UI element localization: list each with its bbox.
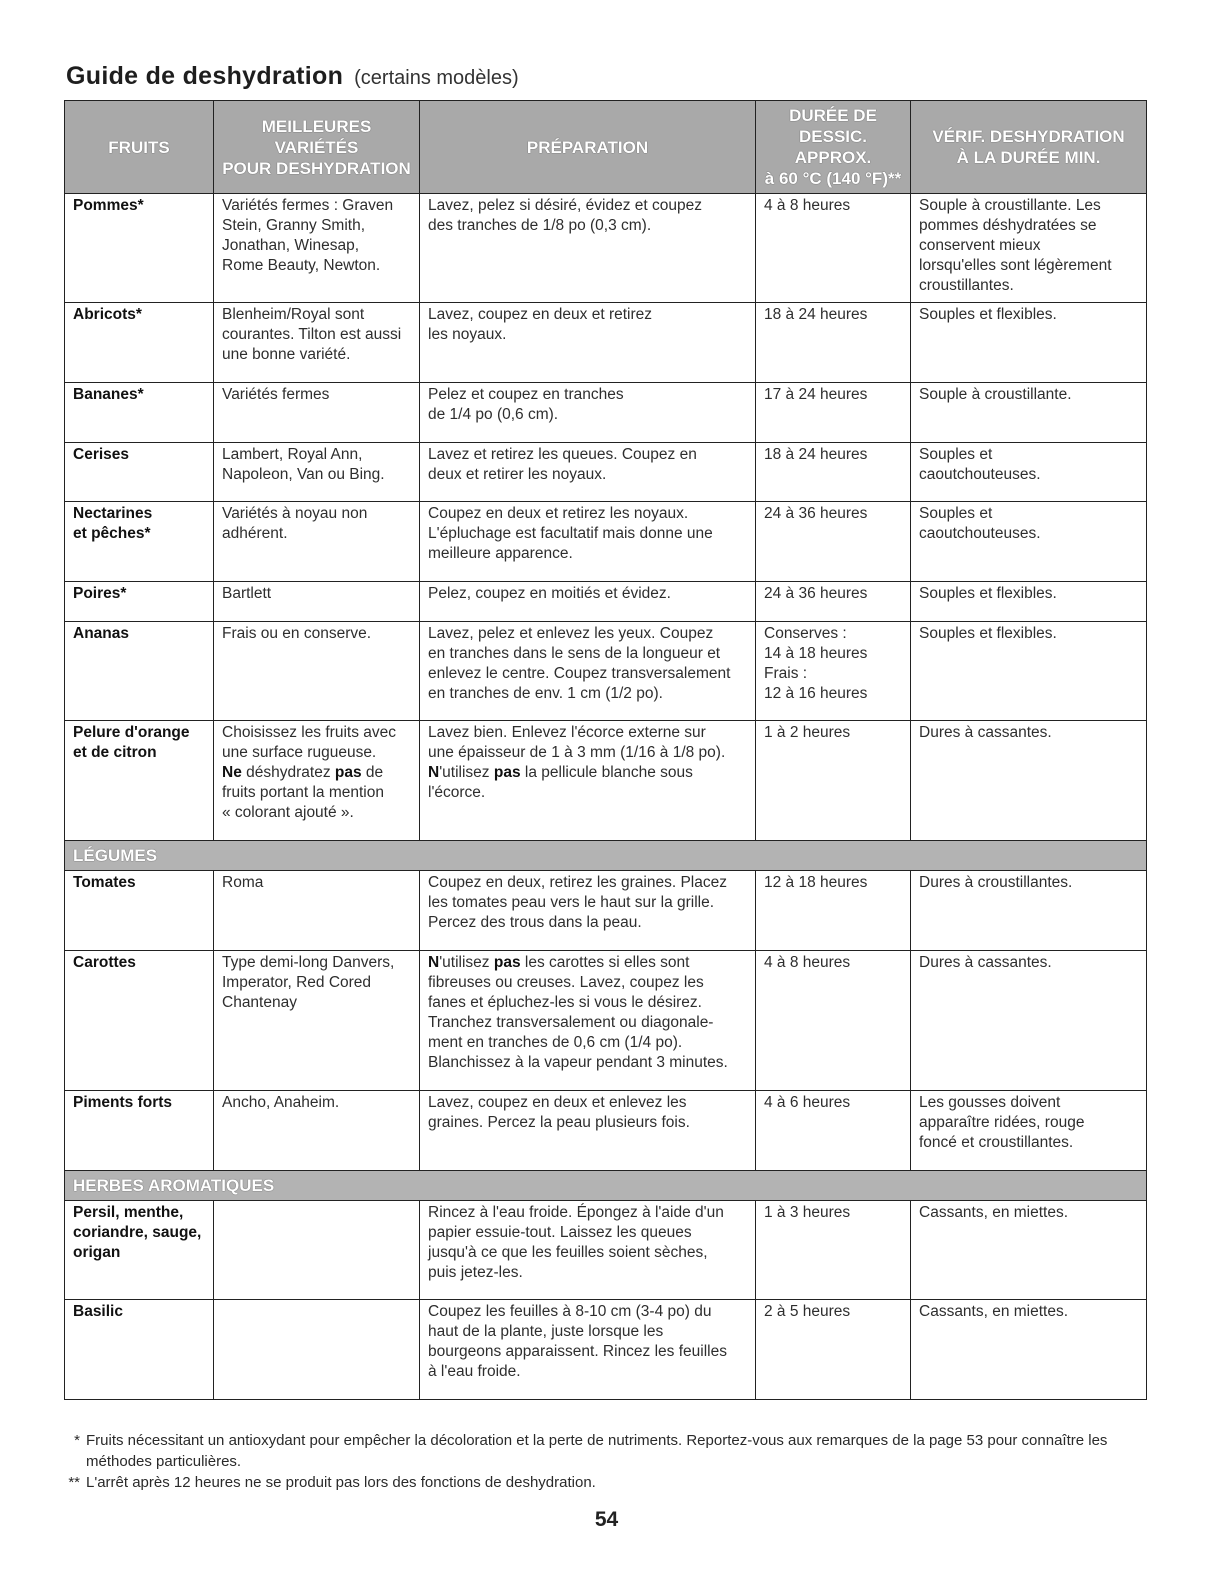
footnote-text: Fruits nécessitant un antioxydant pour empêcher la décoloration et la perte de nutriments. Reportez-vous aux remarques de la page 53 pour connaître les méthodes particulières. [86, 1432, 1108, 1470]
row-name: Persil, menthe, coriandre, sauge, origan [65, 1201, 214, 1300]
title-main: Guide de deshydration [66, 62, 344, 90]
row-name: Nectarines et pêches* [65, 502, 214, 582]
row-duration: 12 à 18 heures [756, 871, 911, 951]
row-varieties: Variétés fermes : Graven Stein, Granny Smith, Jonathan, Winesap, Rome Beauty, Newton. [214, 194, 420, 303]
footnote-mark: * [74, 1432, 80, 1449]
row-preparation: Coupez les feuilles à 8-10 cm (3-4 po) du haut de la plante, juste lorsque les bourgeons apparaissent. Rincez les feuilles à l'eau froide. [420, 1300, 756, 1400]
row-varieties: Choisissez les fruits avec une surface rugueuse. Ne déshydratez pas de fruits portant la mention « colorant ajouté ». [214, 721, 420, 841]
row-varieties: Roma [214, 871, 420, 951]
row-duration: 4 à 6 heures [756, 1091, 911, 1171]
row-preparation: Coupez en deux, retirez les graines. Placez les tomates peau vers le haut sur la grille. Percez des trous dans la peau. [420, 871, 756, 951]
row-preparation: Pelez, coupez en moitiés et évidez. [420, 582, 756, 622]
header-row [65, 101, 1147, 194]
row-preparation: Lavez, coupez en deux et enlevez les graines. Percez la peau plusieurs fois. [420, 1091, 756, 1171]
footnote [60, 1430, 1150, 1472]
row-name: Abricots* [65, 303, 214, 383]
row-duration: 1 à 3 heures [756, 1201, 911, 1300]
row-varieties [214, 1300, 420, 1400]
row-varieties: Variétés fermes [214, 383, 420, 443]
dehydration-table [64, 100, 1147, 1400]
row-duration: 4 à 8 heures [756, 194, 911, 303]
table-row [65, 194, 1147, 303]
section-legumes: LÉGUMES [65, 841, 1147, 871]
row-name: Bananes* [65, 383, 214, 443]
row-preparation: Lavez, pelez si désiré, évidez et coupez des tranches de 1/8 po (0,3 cm). [420, 194, 756, 303]
row-check: Dures à croustillantes. [911, 871, 1147, 951]
table-row [65, 303, 1147, 383]
table-row [65, 502, 1147, 582]
title-sub: (certains modèles) [354, 67, 519, 89]
table-row [65, 622, 1147, 721]
row-check: Dures à cassantes. [911, 721, 1147, 841]
row-preparation: Lavez bien. Enlevez l'écorce externe sur une épaisseur de 1 à 3 mm (1/16 à 1/8 po). N'utilisez pas la pellicule blanche sous l'écorce. [420, 721, 756, 841]
row-check: Souple à croustillante. Les pommes déshydratées se conservent mieux lorsqu'elles sont légèrement croustillantes. [911, 194, 1147, 303]
row-name: Basilic [65, 1300, 214, 1400]
row-varieties [214, 1201, 420, 1300]
row-varieties: Lambert, Royal Ann, Napoleon, Van ou Bing. [214, 443, 420, 502]
section-herbes: HERBES AROMATIQUES [65, 1171, 1147, 1201]
row-check: Souples et caoutchouteuses. [911, 443, 1147, 502]
row-name: Carottes [65, 951, 214, 1091]
header-check: VÉRIF. DESHYDRATION À LA DURÉE MIN. [911, 101, 1147, 194]
row-name: Pelure d'orange et de citron [65, 721, 214, 841]
row-duration: 1 à 2 heures [756, 721, 911, 841]
row-check: Souple à croustillante. [911, 383, 1147, 443]
row-duration: 17 à 24 heures [756, 383, 911, 443]
row-check: Souples et flexibles. [911, 582, 1147, 622]
table-row [65, 871, 1147, 951]
header-varieties: MEILLEURES VARIÉTÉS POUR DESHYDRATION [214, 101, 420, 194]
table-row [65, 383, 1147, 443]
header-preparation: PRÉPARATION [420, 101, 756, 194]
row-varieties: Bartlett [214, 582, 420, 622]
row-check: Dures à cassantes. [911, 951, 1147, 1091]
page-title [66, 62, 519, 91]
row-name: Cerises [65, 443, 214, 502]
table-row [65, 721, 1147, 841]
row-duration: Conserves : 14 à 18 heures Frais : 12 à 16 heures [756, 622, 911, 721]
table-row [65, 582, 1147, 622]
row-duration: 24 à 36 heures [756, 582, 911, 622]
footnote [60, 1472, 1150, 1493]
row-name: Piments forts [65, 1091, 214, 1171]
row-varieties: Ancho, Anaheim. [214, 1091, 420, 1171]
row-varieties: Type demi-long Danvers, Imperator, Red Cored Chantenay [214, 951, 420, 1091]
row-name: Poires* [65, 582, 214, 622]
header-fruits: FRUITS [65, 101, 214, 194]
table-row [65, 1201, 1147, 1300]
row-preparation: Rincez à l'eau froide. Épongez à l'aide d'un papier essuie-tout. Laissez les queues jusqu'à ce que les feuilles soient sèches, puis jetez-les. [420, 1201, 756, 1300]
section-row-legumes [65, 841, 1147, 871]
row-preparation: Pelez et coupez en tranches de 1/4 po (0,6 cm). [420, 383, 756, 443]
row-check: Cassants, en miettes. [911, 1201, 1147, 1300]
row-preparation: Lavez et retirez les queues. Coupez en deux et retirer les noyaux. [420, 443, 756, 502]
table-row [65, 1300, 1147, 1400]
row-preparation: Coupez en deux et retirez les noyaux. L'épluchage est facultatif mais donne une meilleure apparence. [420, 502, 756, 582]
row-duration: 4 à 8 heures [756, 951, 911, 1091]
header-duration: DURÉE DE DESSIC. APPROX. à 60 °C (140 °F)** [756, 101, 911, 194]
section-row-herbes [65, 1171, 1147, 1201]
table-row [65, 443, 1147, 502]
row-check: Cassants, en miettes. [911, 1300, 1147, 1400]
row-name: Pommes* [65, 194, 214, 303]
row-duration: 24 à 36 heures [756, 502, 911, 582]
table-row [65, 951, 1147, 1091]
row-name: Tomates [65, 871, 214, 951]
row-duration: 18 à 24 heures [756, 303, 911, 383]
row-check: Souples et flexibles. [911, 622, 1147, 721]
row-check: Souples et caoutchouteuses. [911, 502, 1147, 582]
row-varieties: Blenheim/Royal sont courantes. Tilton est aussi une bonne variété. [214, 303, 420, 383]
row-preparation: Lavez, pelez et enlevez les yeux. Coupez en tranches dans le sens de la longueur et enlevez le centre. Coupez transversalement en tranches de env. 1 cm (1/2 po). [420, 622, 756, 721]
row-preparation: N'utilisez pas les carottes si elles sont fibreuses ou creuses. Lavez, coupez les fanes et épluchez-les si vous le désirez. Tranchez transversalement ou diagonale- ment en tranches de 0,6 cm (1/4 po). Blanchissez à la vapeur pendant 3 minutes. [420, 951, 756, 1091]
row-varieties: Frais ou en conserve. [214, 622, 420, 721]
row-duration: 2 à 5 heures [756, 1300, 911, 1400]
row-varieties: Variétés à noyau non adhérent. [214, 502, 420, 582]
footnotes [60, 1430, 1150, 1493]
footnote-text: L'arrêt après 12 heures ne se produit pas lors des fonctions de deshydration. [86, 1474, 596, 1491]
row-check: Souples et flexibles. [911, 303, 1147, 383]
row-check: Les gousses doivent apparaître ridées, rouge foncé et croustillantes. [911, 1091, 1147, 1171]
page-number: 54 [594, 1508, 619, 1531]
row-preparation: Lavez, coupez en deux et retirez les noyaux. [420, 303, 756, 383]
footnote-mark: ** [68, 1474, 80, 1491]
row-name: Ananas [65, 622, 214, 721]
table-row [65, 1091, 1147, 1171]
row-duration: 18 à 24 heures [756, 443, 911, 502]
